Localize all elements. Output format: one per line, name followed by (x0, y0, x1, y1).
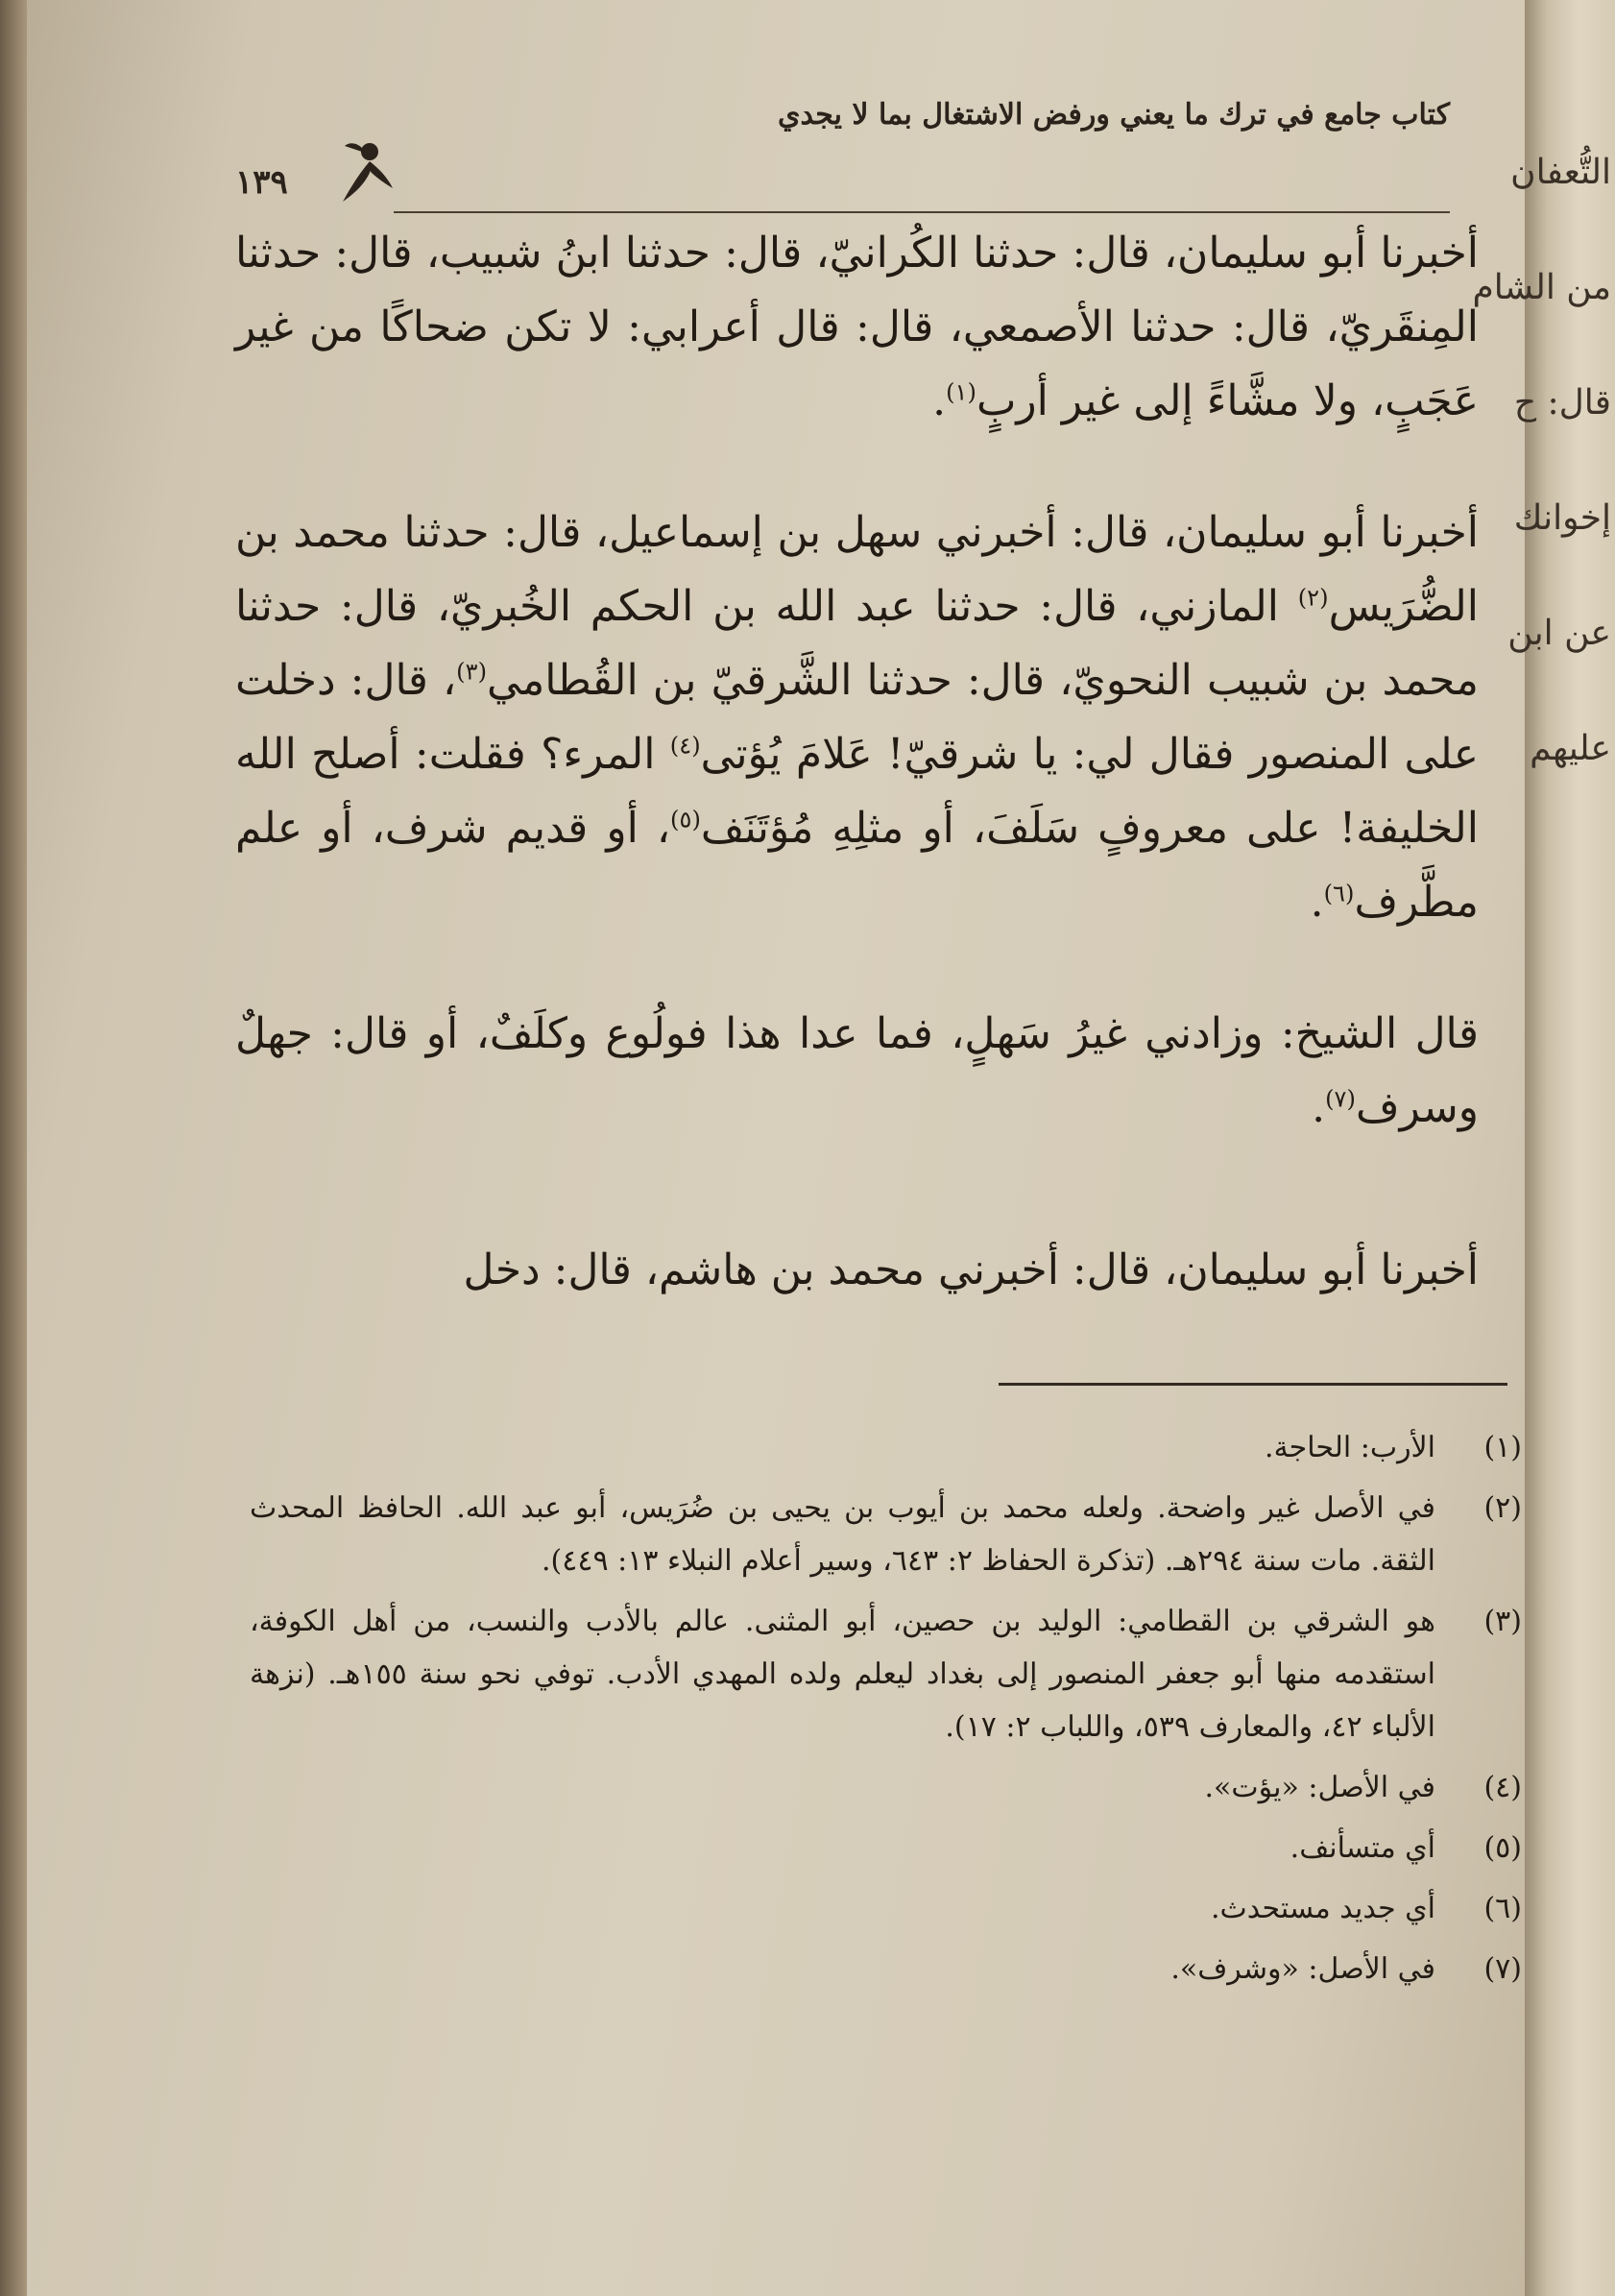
main-text (235, 216, 1479, 1307)
paragraph-4: أخبرنا أبو سليمان، قال: أخبرني محمد بن هاشم، قال: دخل (463, 1245, 1479, 1294)
facing-page-edge (1472, 0, 1615, 2296)
paragraph-1: أخبرنا أبو سليمان، قال: حدثنا الكُرانيّ، قال: حدثنا ابنُ شبيب، قال: حدثنا المِنقَريّ، قال: حدثنا الأصمعي، قال: قال أعرابي: لا تكن ضحاكًا من غير عَجَبٍ، ولا مشَّاءً إلى غير أربٍ$^{(١)}$. (235, 229, 1479, 425)
running-head: كتاب جامع في ترك ما يعني ورفض الاشتغال بما لا يجدي (778, 98, 1450, 132)
footnote-ref-2: (٢) (1297, 584, 1329, 612)
footnote-rule (999, 1383, 1507, 1386)
footnote: (٤) في الأصل: «يؤت». (1204, 1771, 1522, 1804)
footnote: (٢) في الأصل غير واضحة. ولعله محمد بن أيوب بن يحيى بن ضُرَيس، أبو عبد الله. الحافظ المحدث الثقة. مات سنة ٢٩٤هـ. (تذكرة الحفاظ ٢: ٦٤٣، وسير أعلام النبلاء ١٣: ٤٤٩). (250, 1491, 1522, 1578)
footnote-ref-5: (٥) (670, 806, 701, 834)
page-number: ١٣٩ (235, 163, 288, 202)
flower-ornament-icon (331, 134, 398, 211)
footnote-ref-1: (١) (946, 378, 976, 406)
facing-page-text: التُّعفان من الشام قال: ح إخوانك عن ابن عليهم (1472, 153, 1611, 768)
footnotes (250, 1421, 1522, 2003)
footnote: (٥) أي متسأنف. (1290, 1831, 1522, 1865)
footnote: (٧) في الأصل: «وشرف». (1170, 1952, 1522, 1986)
footnote: (٦) أي جديد مستحدث. (1210, 1892, 1522, 1925)
footnote: (٣) هو الشرقي بن القطامي: الوليد بن حصين، أبو المثنى. عالم بالأدب والنسب، من أهل الكوفة، استقدمه منها أبو جعفر المنصور إلى بغداد ليعلم ولده المهدي الأدب. توفي نحو سنة ١٥٥هـ. (نزهة الألباء ٤٢، والمعارف ٥٣٩، واللباب ٢: ١٧). (250, 1605, 1522, 1744)
footnote-ref-7: (٧) (1325, 1085, 1356, 1113)
paragraph-3: قال الشيخ: وزادني غيرُ سَهلٍ، فما عدا هذا فولُوع وكلَفٌ، أو قال: جهلٌ وسرف$^{(٧)}$. (235, 1009, 1479, 1132)
footnote-ref-6: (٦) (1323, 880, 1355, 907)
footnote: (١) الأرب: الحاجة. (1265, 1431, 1522, 1464)
page-left-edge (0, 0, 27, 2296)
paragraph-2: أخبرنا أبو سليمان، قال: أخبرني سهل بن إسماعيل، قال: حدثنا محمد بن الضُّرَيس$^{(٢)}$ المازني، قال: حدثنا عبد الله بن الحكم الخُبريّ، قال: حدثنا محمد بن شبيب النحويّ، قال: حدثنا الشَّرقيّ بن القُطامي$^{(٣)}$، قال: دخلت على المنصور فقال لي: يا شرقيّ! عَلامَ يُؤتى$^{(٤)}$ المرء؟ فقلت: أصلح الله الخليفة! على معروفٍ سَلَفَ، أو مثلِهِ مُؤتَنَف$^{(٥)}$، أو قديم شرف، أو علم مطَّرف$^{(٦)}$. (235, 508, 1480, 927)
header-rule (394, 211, 1450, 213)
footnote-ref-3: (٣) (456, 658, 488, 686)
footnote-ref-4: (٤) (669, 732, 701, 760)
